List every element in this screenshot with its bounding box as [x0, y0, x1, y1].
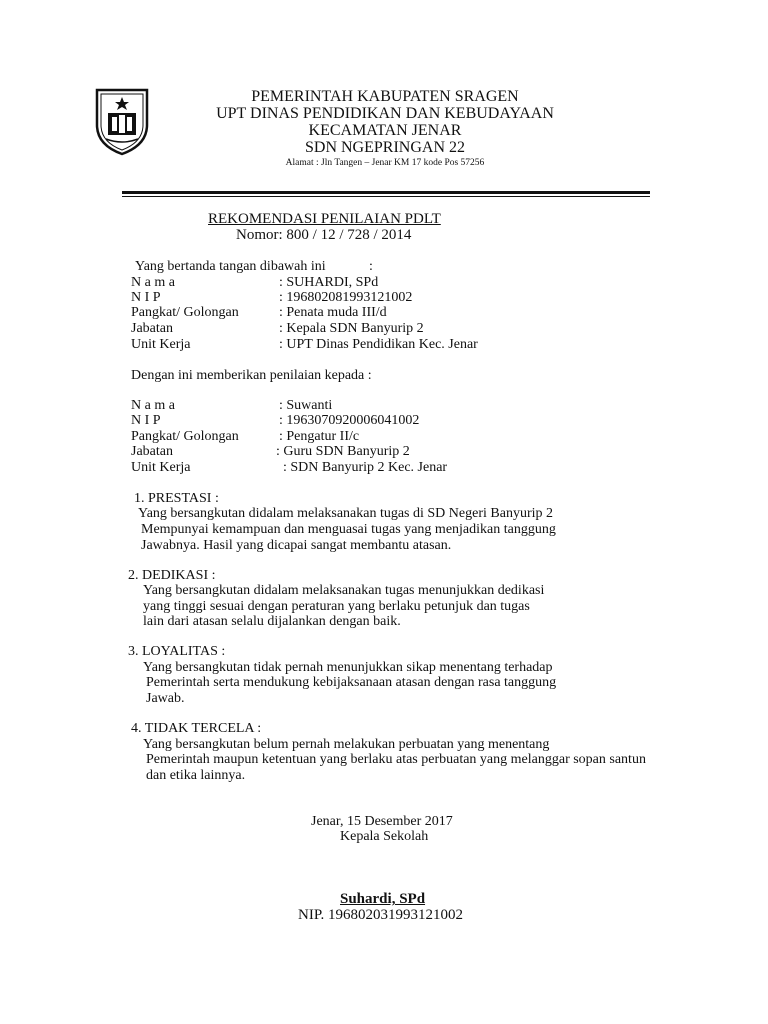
signer-value-nama: : SUHARDI, SPd [279, 275, 379, 290]
section-tidak-tercela-line-2: Pemerintah maupun ketentuan yang berlaku atas perbuatan yang melanggar sopan santun [146, 752, 646, 767]
assessee-value-nama: : Suwanti [279, 398, 333, 413]
section-dedikasi-line-2: yang tinggi sesuai dengan peraturan yang berlaku petunjuk dan tugas [143, 599, 530, 614]
signatory-name: Suhardi, SPd [340, 891, 426, 907]
section-tidak-tercela-line-3: dan etika lainnya. [146, 768, 246, 783]
assessee-value-jabatan: : Guru SDN Banyurip 2 [276, 444, 410, 459]
signer-intro: Yang bertanda tangan dibawah ini [135, 259, 326, 274]
letterhead-rule-thin [122, 196, 650, 197]
section-tidak-tercela-line-1: Yang bersangkutan belum pernah melakukan perbuatan yang menentang [143, 737, 550, 752]
signer-label-unit: Unit Kerja [131, 337, 191, 352]
assessee-label-jabatan: Jabatan [131, 444, 173, 459]
section-prestasi-line-1: Yang bersangkutan didalam melaksanakan tugas di SD Negeri Banyurip 2 [138, 506, 553, 521]
signer-label-nama: N a m a [131, 275, 175, 290]
signer-value-jabatan: : Kepala SDN Banyurip 2 [279, 321, 424, 336]
assessee-value-pangkat: : Pengatur II/c [279, 429, 360, 444]
assessee-label-pangkat: Pangkat/ Golongan [131, 429, 239, 444]
section-dedikasi-heading: 2. DEDIKASI : [128, 568, 216, 583]
regency-crest-icon [94, 87, 150, 157]
section-tidak-tercela-heading: 4. TIDAK TERCELA : [131, 721, 262, 736]
assessee-value-nip: : 1963070920006041002 [279, 413, 420, 428]
assessee-intro: Dengan ini memberikan penilaian kepada : [131, 368, 372, 383]
assessee-label-nip: N I P [131, 413, 161, 428]
section-dedikasi-line-3: lain dari atasan selalu dijalankan dengan baik. [143, 614, 401, 629]
signer-intro-colon: : [369, 259, 373, 274]
document-number: Nomor: 800 / 12 / 728 / 2014 [236, 227, 412, 243]
section-prestasi-line-2: Mempunyai kemampuan dan menguasai tugas yang menjadikan tanggung [141, 522, 556, 537]
signer-value-pangkat: : Penata muda III/d [279, 305, 387, 320]
closing-place-date: Jenar, 15 Desember 2017 [311, 814, 453, 829]
letterhead-line-2: UPT DINAS PENDIDIKAN DAN KEBUDAYAAN [216, 105, 554, 122]
letterhead-line-1: PEMERINTAH KABUPATEN SRAGEN [251, 88, 519, 105]
section-loyalitas-line-1: Yang bersangkutan tidak pernah menunjukkan sikap menentang terhadap [143, 660, 553, 675]
document-title: REKOMENDASI PENILAIAN PDLT [208, 211, 441, 227]
letterhead-address: Alamat : Jln Tangen – Jenar KM 17 kode Pos 57256 [285, 158, 485, 168]
section-prestasi-line-3: Jawabnya. Hasil yang dicapai sangat membantu atasan. [141, 538, 452, 553]
letterhead-line-4: SDN NGEPRINGAN 22 [304, 139, 465, 156]
section-prestasi-heading: 1. PRESTASI : [134, 491, 219, 506]
letterhead-rule-thick [122, 191, 650, 194]
assessee-label-unit: Unit Kerja [131, 460, 191, 475]
section-dedikasi-line-1: Yang bersangkutan didalam melaksanakan tugas menunjukkan dedikasi [143, 583, 545, 598]
signatory-nip: NIP. 196802031993121002 [298, 907, 464, 923]
section-loyalitas-line-2: Pemerintah serta mendukung kebijaksanaan atasan dengan rasa tanggung [146, 675, 557, 690]
signer-value-nip: : 196802081993121002 [279, 290, 413, 305]
signer-label-pangkat: Pangkat/ Golongan [131, 305, 239, 320]
signer-label-jabatan: Jabatan [131, 321, 173, 336]
assessee-value-unit: : SDN Banyurip 2 Kec. Jenar [283, 460, 448, 475]
section-loyalitas-heading: 3. LOYALITAS : [128, 644, 226, 659]
section-loyalitas-line-3: Jawab. [146, 691, 185, 706]
signer-label-nip: N I P [131, 290, 161, 305]
letterhead-line-3: KECAMATAN JENAR [308, 122, 462, 139]
assessee-label-nama: N a m a [131, 398, 175, 413]
signer-value-unit: : UPT Dinas Pendidikan Kec. Jenar [279, 337, 478, 352]
closing-position: Kepala Sekolah [340, 829, 429, 844]
